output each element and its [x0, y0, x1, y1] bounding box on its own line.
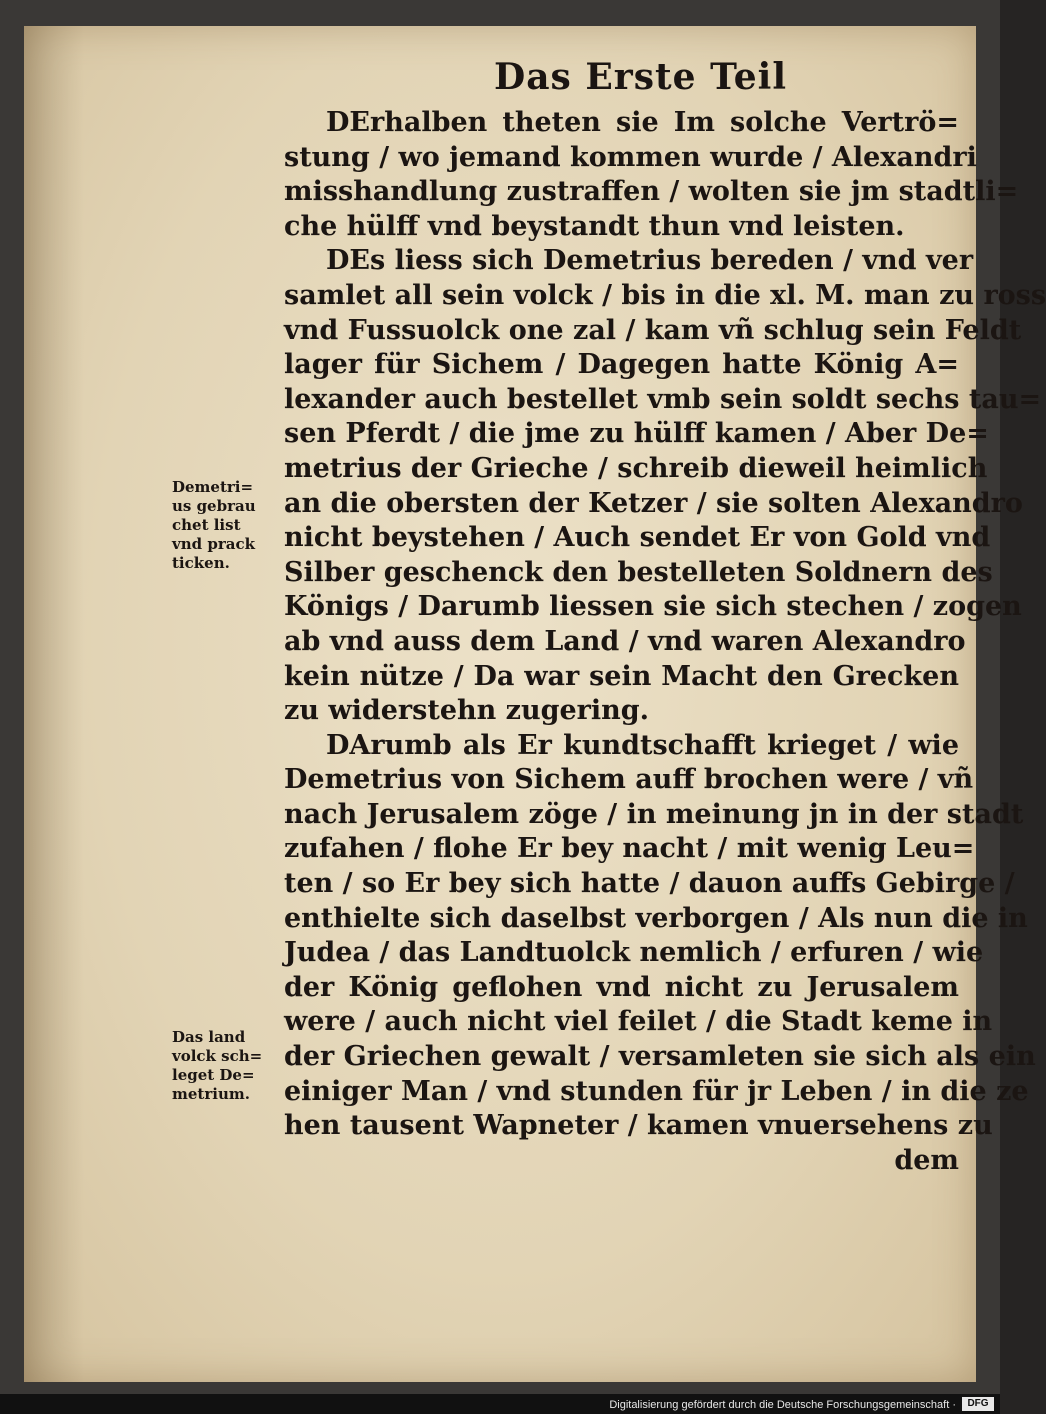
footer-bar [0, 1394, 1000, 1414]
text-line: DErhalben theten sie Im solche Vertrö= [326, 107, 959, 138]
text-line: sen Pferdt / die jme zu hülff kamen / Aber De= [284, 418, 989, 450]
text-line: stung / wo jemand kommen wurde / Alexandri [284, 141, 977, 173]
margin-note-line: volck sch= [172, 1047, 263, 1065]
text-line: lager für Sichem / Dagegen hatte König A= [284, 349, 959, 381]
margin-note-line: vnd prack [172, 535, 255, 553]
text-line: Judea / das Landtuolck nemlich / erfuren / wie [284, 937, 984, 969]
text-line: samlet all sein volck / bis in die xl. M. man zu ross [284, 279, 1046, 311]
text-line: DEs liess sich Demetrius bereden / vnd ver [326, 245, 974, 277]
text-line: zu widerstehn zugering. [284, 695, 650, 727]
text-line: nach Jerusalem zöge / in meinung jn in der stadt [284, 798, 1024, 830]
text-line: der Griechen gewalt / versamleten sie sich als ein [284, 1041, 1036, 1073]
text-line: ab vnd auss dem Land / vnd waren Alexandro [284, 625, 966, 657]
text-line: der König geflohen vnd nicht zu Jerusalem [284, 971, 959, 1003]
margin-note-line: us gebrau [172, 497, 256, 515]
dfg-logo: DFG [962, 1397, 994, 1411]
margin-note-line: leget De= [172, 1066, 255, 1084]
funding-credit: Digitalisierung gefördert durch die Deutsche Forschungsgemeinschaft · [609, 1399, 956, 1411]
text-line: Königs / Darumb liessen sie sich stechen / zogen [284, 591, 1022, 623]
text-line: ten / so Er bey sich hatte / dauon auffs Gebirge / [284, 868, 1015, 900]
text-line: an die obersten der Ketzer / sie solten Alexandro [284, 487, 1023, 519]
margin-note-demetrius [172, 478, 284, 573]
text-line: che hülff vnd beystandt thun vnd leisten. [284, 210, 905, 242]
book-page [24, 26, 1046, 1382]
text-line: were / auch nicht viel feilet / die Stadt keme in [284, 1006, 993, 1038]
text-line: enthielte sich daselbst verborgen / Als nun die in [284, 902, 1028, 934]
text-line: lexander auch bestellet vmb sein soldt sechs tau= [284, 383, 1042, 415]
text-line: einiger Man / vnd stunden für jr Leben / in die ze [284, 1075, 1029, 1107]
text-line: metrius der Grieche / schreib dieweil heimlich [284, 452, 988, 484]
margin-note-line: chet list [172, 516, 241, 534]
running-head: Das Erste Teil [494, 56, 787, 98]
text-line: Silber geschenck den bestelleten Soldnern des [284, 556, 993, 588]
text-line: vnd Fussuolck one zal / kam vñ schlug sein Feldt [284, 314, 1022, 346]
margin-note-line: ticken. [172, 554, 230, 572]
text-line: zufahen / flohe Er bey nacht / mit wenig Leu= [284, 833, 975, 865]
margin-note-line: Das land [172, 1028, 246, 1046]
text-line: hen tausent Wapneter / kamen vnuersehens zu [284, 1110, 993, 1142]
catchword: dem [894, 1144, 959, 1176]
body-text [284, 106, 1046, 1178]
margin-note-landvolck [172, 1028, 284, 1104]
text-line: Demetrius von Sichem auff brochen were / vñ [284, 764, 974, 796]
margin-note-line: Demetri= [172, 478, 254, 496]
text-line: misshandlung zustraffen / wolten sie jm stadtli= [284, 176, 1019, 208]
text-line: nicht beystehen / Auch sendet Er von Gold vnd [284, 522, 991, 554]
margin-note-line: metrium. [172, 1085, 250, 1103]
text-line: DArumb als Er kundtschafft krieget / wie [326, 729, 959, 761]
text-line: kein nütze / Da war sein Macht den Grecken [284, 660, 959, 692]
